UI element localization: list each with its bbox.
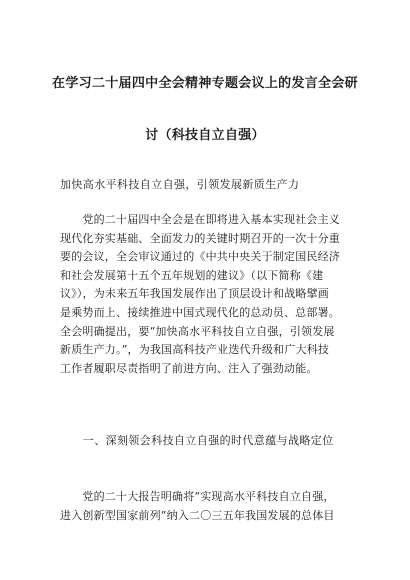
paragraph-line: 和社会发展第十五个五年规划的建议》（以下简称《建 — [60, 268, 324, 282]
paragraph-line: 党的二十大报告明确将“实现高水平科技自立自强， — [60, 490, 335, 503]
paragraph-line: 新质生产力。”，为我国高科技产业迭代升级和广大科技 — [60, 343, 330, 357]
paragraph-section-1 — [60, 488, 352, 525]
paragraph-line: 现代化夯实基础、全面发力的关键时期召开的一次十分重 — [60, 231, 340, 245]
paragraph-line: 全会明确提出，要“加快高水平科技自立自强，引领发展 — [60, 324, 335, 338]
paragraph-line: 要的会议，全会审议通过的《中共中央关于制定国民经济 — [60, 250, 340, 264]
paragraph-line: 议》），为未来五年我国发展作出了顶层设计和战略擘画 — [60, 287, 329, 301]
section-heading-1: 一、深刻领会科技自立自强的时代意蕴与战略定位 — [60, 434, 334, 447]
document-title-line-2: 讨（科技自立自强） — [145, 128, 265, 143]
document-subtitle: 加快高水平科技自立自强，引领发展新质生产力 — [60, 178, 300, 191]
document-title-line-1: 在学习二十届四中全会精神专题会议上的发言全会研 — [52, 76, 358, 91]
paragraph-line: 工作者履职尽责指明了前进方向、注入了强劲动能。 — [60, 361, 318, 375]
paragraph-intro — [60, 211, 352, 378]
paragraph-line: 进入创新型国家前列”纳入二〇三五年我国发展的总体目 — [60, 508, 335, 522]
paragraph-line: 党的二十届四中全会是在即将进入基本实现社会主义 — [60, 213, 340, 226]
paragraph-line: 是乘势而上、接续推进中国式现代化的总动员、总部署。 — [60, 305, 340, 319]
